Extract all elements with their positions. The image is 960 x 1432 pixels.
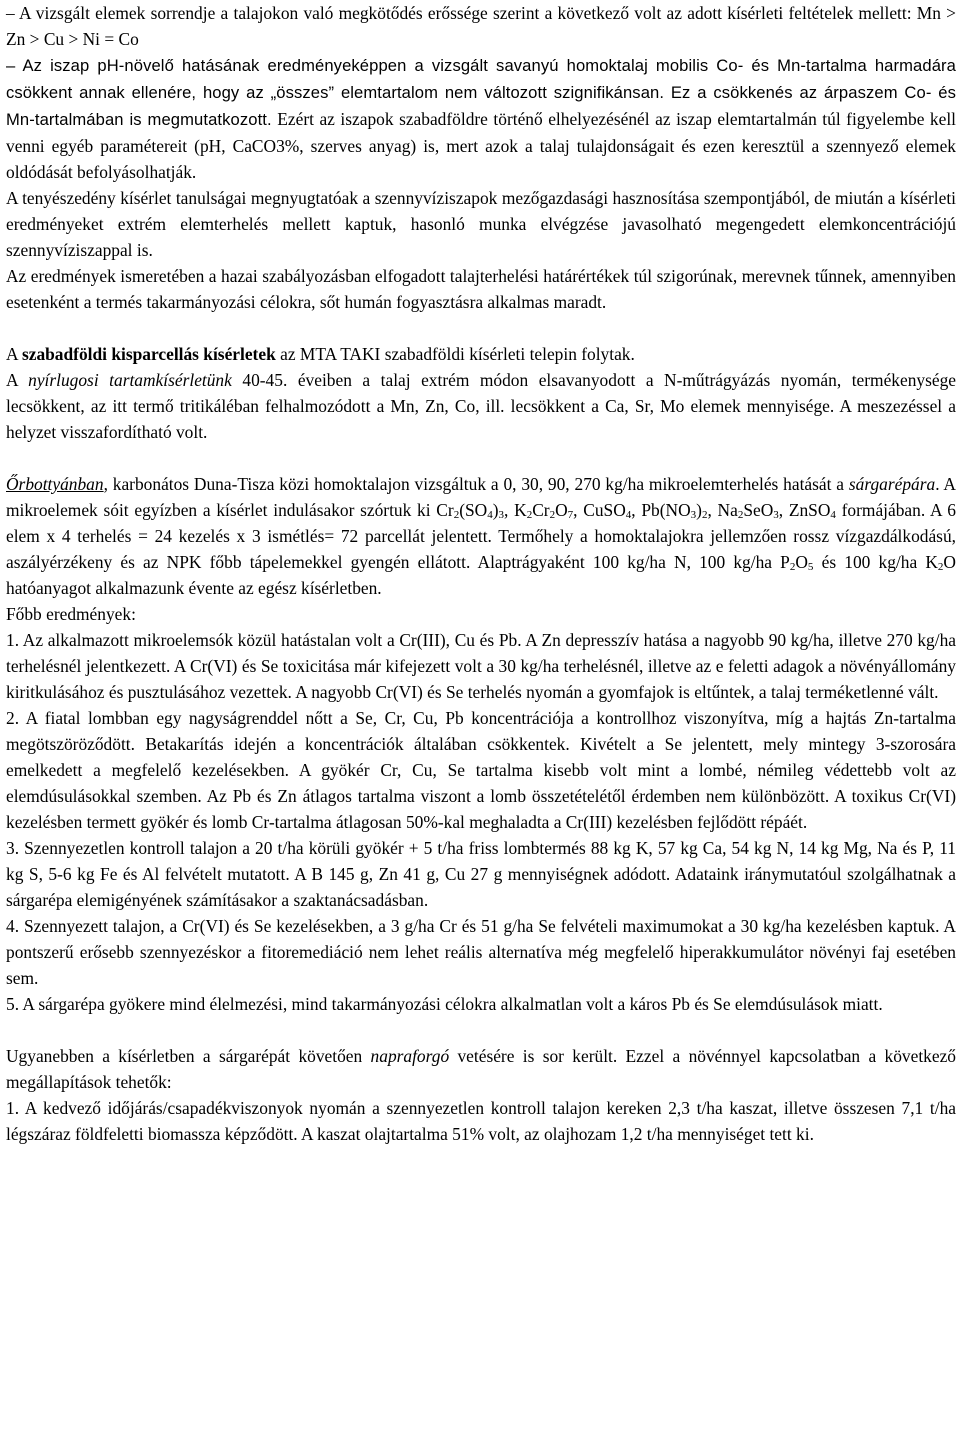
spacer <box>6 315 956 341</box>
paragraph-field-experiments: A szabadföldi kisparcellás kísérletek az MTA TAKI szabadföldi kísérleti telepin folytak. <box>6 344 635 364</box>
result-item-1: 1. Az alkalmazott mikroelemsók közül hatástalan volt a Cr(III), Cu és Pb. A Zn depresszív hatása a nagyobb 90 kg/ha, illetve 270 kg/ha terhelésnél jelentkezett. A Cr(VI) és Se toxicitása már kifejezett volt a 30 kg/ha terhelésnél, illetve az e feletti adagok a növényállomány kiritkulásához és pusztulásához vezettek. A nagyobb Cr(VI) és Se terhelés nyomán a gyomfajok is eltűntek, a talaj terméketlenné vált. <box>6 630 956 702</box>
orbottyan-term: Őrbottyánban <box>6 474 104 494</box>
spacer <box>6 1017 956 1043</box>
spacer <box>6 445 956 471</box>
sunflower-item-1: 1. A kedvező időjárás/csapadékviszonyok nyomán a szennyezetlen kontroll talajon kereken 2,3 t/ha kaszat, illetve összesen 7,1 t/ha légszáraz földfeletti biomassza képződött. A kaszat olajtartalma 51% volt, az olajhozam 1,2 t/ha mennyiséget tett ki. <box>6 1098 956 1144</box>
conclusion-order: – A vizsgált elemek sorrendje a talajokon való megkötődés erőssége szerint a következő volt az adott kísérleti feltételek mellett: Mn > Zn > Cu > Ni = Co <box>6 3 956 49</box>
paragraph-nyirlugos: A nyírlugosi tartamkísérletünk 40-45. éveiben a talaj extrém módon elsavanyodott a N-műtrágyázás nyomán, termékenysége lecsökkent, az itt termő tritikáléban felhalmozódott a Mn, Zn, Co, ill. lecsökkent a Ca, Sr, Mo elemek mennyisége. A meszezéssel a helyzet visszafordítható volt. <box>6 370 956 442</box>
paragraph-conclusions <box>6 0 956 185</box>
paragraph-regulation: Az eredmények ismeretében a hazai szabályozásban elfogadott talajterhelési határértékek túl szigorúnak, merevnek tűnnek, amennyiben esetenként a termés takarmányozási célokra, sőt humán fogyasztásra alkalmas maradt. <box>6 266 956 312</box>
result-item-5: 5. A sárgarépa gyökere mind élelmezési, mind takarmányozási célokra alkalmatlan volt a káros Pb és Se elemdúsulások miatt. <box>6 994 883 1014</box>
result-item-3: 3. Szennyezetlen kontroll talajon a 20 t/ha körüli gyökér + 5 t/ha friss lombtermés 88 kg K, 57 kg Ca, 54 kg N, 14 kg Mg, Na és P, 11 kg S, 5-6 kg Fe és Al felvételt mutatott. A B 145 g, Zn 41 g, Cu 27 g mennyiségnek adódott. Adataink iránymutatóul szolgálhatnak a sárgarépa elemigényének számításakor a szaktanácsadásban. <box>6 838 956 910</box>
nyirlugos-term: nyírlugosi tartamkísérletünk <box>28 370 232 390</box>
result-item-2: 2. A fiatal lombban egy nagyságrenddel nőtt a Se, Cr, Cu, Pb koncentrációja a kontrollhoz viszonyítva, míg a hajtás Zn-tartalma megötszöröződött. Betakarítás idején a koncentrációk általában csökkentek. Kivételt a Se jelentett, mely mintegy 3-szorosára emelkedett a megfelelő kezelésekben. A gyökér Cr, Cu, Se tartalma kisebb volt mint a lombé, némileg védettebb volt az elemdúsulásokkal szemben. Az Pb és Zn átlagos tartalma viszont a lomb összetételétől érdemben nem különbözött. A toxikus Cr(VI) kezelésben termett gyökér és lomb Cr-tartalma átlagosan 50%-kal meghaladta a Cr(III) kezelésben fejlődött répáét. <box>6 708 956 832</box>
conclusion-recommendation: Ezért az iszapok szabadföldre történő elhelyezésénél az iszap elemtartalmán túl figyelembe kell venni egyéb paramétereit (pH, CaCO3%, szerves anyag) is, mert azok a talaj tulajdonságait és ezen keresztül a szennyező elemek oldódását befolyásolhatják. <box>6 109 957 182</box>
paragraph-pot-experiment: A tenyészedény kísérlet tanulságai megnyugtatóak a szennyvíziszapok mezőgazdasági hasznosítása szempontjából, de miután a kísérleti eredményeket extrém elemterhelés mellett kaptuk, hasonló munka elvégzése javasolható megengedett elemkoncentrációjú szennyvíziszappal is. <box>6 188 956 260</box>
paragraph-orbottyan: Őrbottyánban, karbonátos Duna-Tisza közi homoktalajon vizsgáltuk a 0, 30, 90, 270 kg/ha mikroelemterhelés hatását a sárgarépára. A mikroelemek sóit egyízben a kísérlet indulásakor szórtuk ki $Cr_2(SO_4)_3$, $K_2Cr_2O_7$, CuSO$_4$, $Pb(NO_3)_2$, $Na_2SeO_3$, ZnSO$_4$ formájában. A 6 elem x 4 terhelés = 24 kezelés x 3 ismétlés= 72 parcellát jelentett. Termőhely a homoktalajokra jellemzően rossz vízgazdálkodású, aszályérzékeny és az NPK főbb tápelemekkel gyengén ellátott. Alaptrágyaként 100 kg/ha N, 100 kg/ha $P_2O_5$ és 100 kg/ha $K_2O$ hatóanyagot alkalmazunk évente az egész kísérletben. <box>6 474 956 598</box>
results-heading: Főbb eredmények: <box>6 604 136 624</box>
field-experiments-term: szabadföldi kisparcellás kísérletek <box>21 344 276 364</box>
carrot-term: sárgarépára <box>848 474 936 494</box>
paragraph-sunflower: Ugyanebben a kísérletben a sárgarépát követően napraforgó vetésére is sor került. Ezzel a növénnyel kapcsolatban a következő megállapítások tehetők: <box>6 1046 956 1092</box>
conclusion-ph-effect: – Az iszap pH-növelő hatásának eredményeképpen a vizsgált savanyú homoktalaj mobilis Co- és Mn-tartalma harmadára csökkent annak ellenére, hogy az „összes” elemtartalom nem változott szignifikánsan. Ez a csökkenés az árpaszem Co- és Mn-tartalmában is megmutatkozott. <box>6 56 956 129</box>
result-item-4: 4. Szennyezett talajon, a Cr(VI) és Se kezelésekben, a 3 g/ha Cr és 51 g/ha Se felvételi maximumokat a 30 kg/ha kezelésben kaptuk. A pontszerű erősebb szennyezéskor a fitoremediáció nem lehet reális alternatíva még megfelelő hiperakkumulátor növényi faj esetében sem. <box>6 916 956 988</box>
sunflower-term: napraforgó <box>370 1046 450 1066</box>
